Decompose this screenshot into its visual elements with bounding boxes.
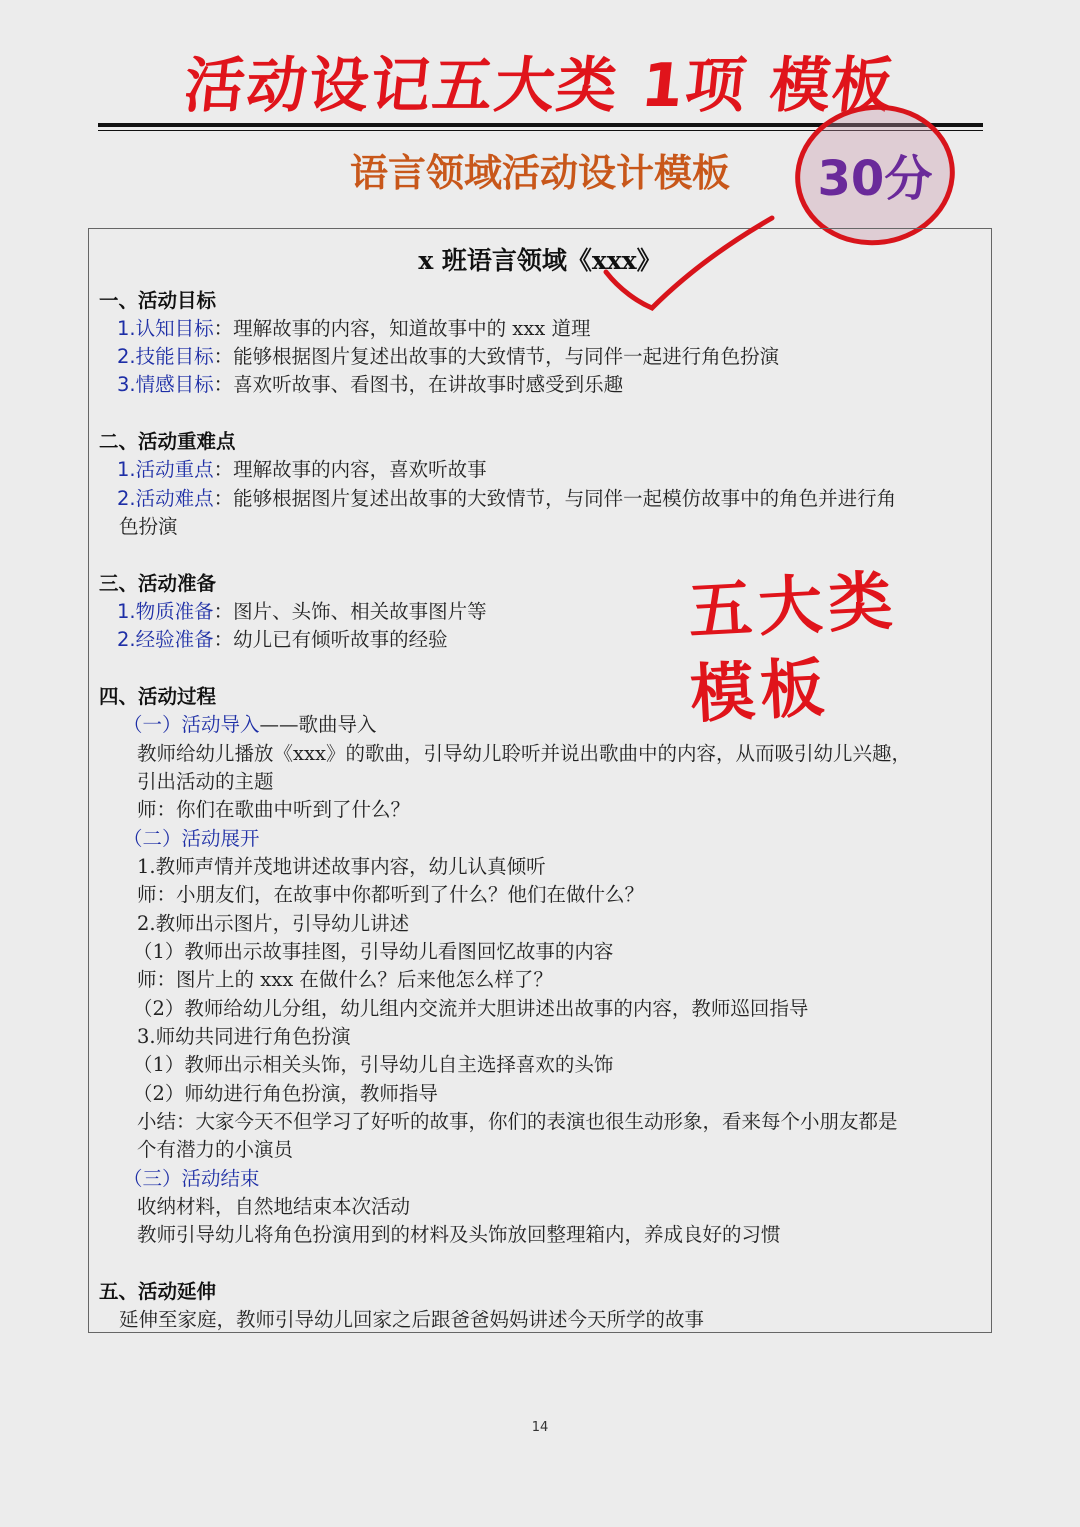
goal-text: ：能够根据图片复述出故事的大致情节，与同伴一起进行角色扮演: [213, 345, 780, 368]
page-handwritten-title: 活动设记五大类 1项 模板: [181, 51, 898, 121]
goal-text: ：喜欢听故事、看图书，在讲故事时感受到乐趣: [213, 373, 624, 396]
process-text: 师：你们在歌曲中听到了什么？: [137, 798, 411, 821]
prep-text: ：幼儿已有倾听故事的经验: [213, 628, 448, 651]
keypoint-item-difficulty: [117, 485, 896, 513]
goal-item-skill: [117, 343, 779, 371]
checkmark-icon: [600, 210, 780, 320]
keypoint-item-focus: [117, 456, 487, 484]
extension-text: 延伸至家庭，教师引导幼儿回家之后跟爸爸妈妈讲述今天所学的故事: [119, 1308, 705, 1331]
process-text: （1）教师出示相关头饰，引导幼儿自主选择喜欢的头饰: [133, 1053, 614, 1076]
keypoint-label: 1.活动重点: [117, 458, 214, 481]
process-text: （2）教师给幼儿分组，幼儿组内交流并大胆讲述出故事的内容，教师巡回指导: [133, 997, 809, 1020]
page-subtitle: 语言领域活动设计模板: [349, 151, 730, 195]
process-step-intro: [123, 711, 377, 739]
score-text: 30分: [817, 151, 933, 208]
process-text: 引出活动的主题: [137, 770, 274, 793]
process-text: 2.教师出示图片，引导幼儿讲述: [137, 912, 410, 935]
prep-item-material: [117, 598, 487, 626]
process-text: 教师给幼儿播放《xxx》的歌曲，引导幼儿聆听并说出歌曲中的内容，从而吸引幼儿兴趣，: [137, 742, 911, 765]
goal-item-emotion: [117, 371, 623, 399]
prep-label: 1.物质准备: [117, 600, 214, 623]
process-text: 小结：大家今天不但学习了好听的故事，你们的表演也很生动形象，看来每个小朋友都是: [137, 1110, 898, 1133]
process-text: 师：小朋友们，在故事中你都听到了什么？他们在做什么？: [137, 883, 645, 906]
process-step-label: （三）活动结束: [123, 1167, 260, 1190]
prep-text: ：图片、头饰、相关故事图片等: [213, 600, 487, 623]
keypoint-text: ：能够根据图片复述出故事的大致情节，与同伴一起模仿故事中的角色并进行角: [213, 487, 897, 510]
section-heading-preparation: 三、活动准备: [99, 572, 217, 595]
keypoint-text-continued: 色扮演: [119, 515, 178, 538]
goal-label: 2.技能目标: [117, 345, 214, 368]
process-text: （2）师幼进行角色扮演，教师指导: [133, 1082, 438, 1105]
document-title: x 班语言领域《xxx》: [418, 246, 662, 275]
document-frame: [88, 228, 992, 1333]
section-heading-extension: 五、活动延伸: [99, 1280, 217, 1303]
goal-text: ：理解故事的内容，知道故事中的 xxx 道理: [213, 317, 591, 340]
section-heading-process: 四、活动过程: [99, 685, 217, 708]
stamp-text-line2: 模板: [688, 651, 833, 733]
section-heading-keypoints: 二、活动重难点: [99, 430, 236, 453]
process-text: 3.师幼共同进行角色扮演: [137, 1025, 351, 1048]
process-step-label: （一）活动导入: [123, 713, 260, 736]
prep-label: 2.经验准备: [117, 628, 214, 651]
process-text: （1）教师出示故事挂图，引导幼儿看图回忆故事的内容: [133, 940, 614, 963]
process-text: 1.教师声情并茂地讲述故事内容，幼儿认真倾听: [137, 855, 546, 878]
section-heading-goals: 一、活动目标: [99, 289, 217, 312]
process-step-label: （二）活动展开: [123, 827, 260, 850]
keypoint-label: 2.活动难点: [117, 487, 214, 510]
stamp-text-line1: 五大类: [686, 564, 901, 650]
process-text: 师：图片上的 xxx 在做什么？后来他怎么样了？: [137, 968, 553, 991]
goal-item-cognitive: [117, 315, 591, 343]
process-text: 个有潜力的小演员: [137, 1138, 294, 1161]
prep-item-experience: [117, 626, 448, 654]
goal-label: 1.认知目标: [117, 317, 214, 340]
keypoint-text: ：理解故事的内容，喜欢听故事: [213, 458, 487, 481]
process-text: 教师引导幼儿将角色扮演用到的材料及头饰放回整理箱内，养成良好的习惯: [137, 1223, 781, 1246]
process-step-suffix: ——歌曲导入: [259, 713, 377, 736]
process-text: 收纳材料，自然地结束本次活动: [137, 1195, 411, 1218]
goal-label: 3.情感目标: [117, 373, 214, 396]
page-number: 14: [531, 1420, 549, 1435]
